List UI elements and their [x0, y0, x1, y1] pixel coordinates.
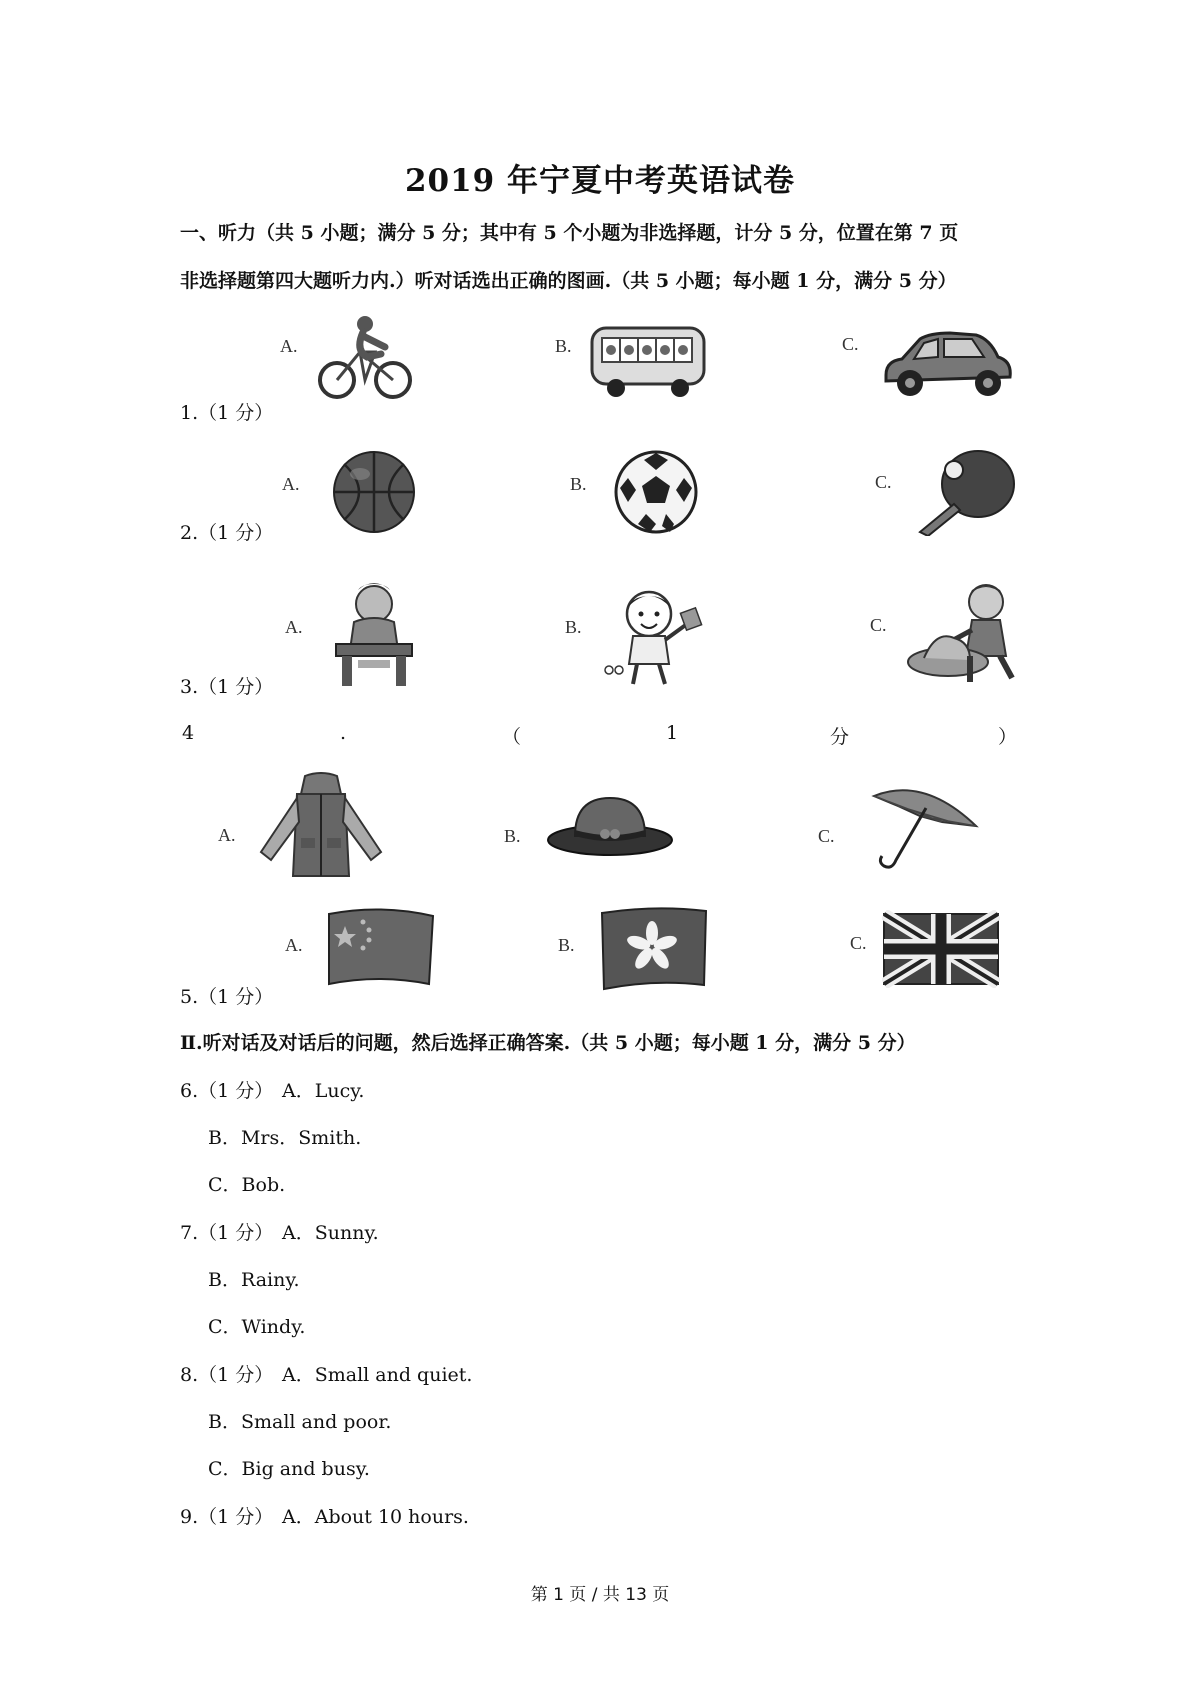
umbrella-icon[interactable]: [862, 782, 982, 874]
q2-option-c-label: C.: [875, 472, 892, 492]
q1-option-b-label: B.: [555, 336, 572, 356]
q5-option-b-label: B.: [558, 935, 575, 955]
question-4-dot: .: [340, 722, 347, 744]
student-desk-icon[interactable]: [328, 578, 420, 690]
question-5-number: 5.（1 分）: [180, 986, 274, 1008]
question-8-number: 8.（1 分）: [180, 1364, 274, 1386]
question-9-number: 9.（1 分）: [180, 1506, 274, 1528]
bus-icon[interactable]: [588, 322, 708, 400]
question-2-number: 2.（1 分）: [180, 522, 274, 544]
q3-option-c-label: C.: [870, 615, 887, 635]
question-4-paren-open: （: [502, 726, 522, 748]
q4-option-b-label: B.: [504, 826, 521, 846]
q6-option-c[interactable]: C．Bob.: [208, 1174, 286, 1196]
cyclist-icon[interactable]: [315, 312, 415, 402]
q5-option-c-label: C.: [850, 933, 867, 953]
q1-option-a-label: A.: [280, 336, 298, 356]
page-footer: 第 1 页 / 共 13 页: [530, 1585, 670, 1605]
boy-waving-icon[interactable]: [597, 584, 717, 686]
uk-flag-icon[interactable]: [882, 910, 1000, 988]
question-4-paren-close: ）: [998, 726, 1018, 748]
page-title: 2019 年宁夏中考英语试卷: [404, 163, 796, 199]
q6-option-a[interactable]: A．Lucy.: [282, 1080, 365, 1102]
question-1-number: 1.（1 分）: [180, 402, 274, 424]
hat-icon[interactable]: [545, 792, 675, 858]
q9-option-a[interactable]: A．About 10 hours.: [282, 1506, 469, 1528]
q5-option-a-label: A.: [285, 935, 303, 955]
q8-option-c[interactable]: C．Big and busy.: [208, 1458, 370, 1480]
soccer-ball-icon[interactable]: [612, 448, 700, 536]
question-6-number: 6.（1 分）: [180, 1080, 274, 1102]
q3-option-b-label: B.: [565, 617, 582, 637]
q1-option-c-label: C.: [842, 334, 859, 354]
ping-pong-paddle-icon[interactable]: [910, 446, 1020, 536]
section1-heading-line2: 非选择题第四大题听力内.）听对话选出正确的图画.（共 5 小题；每小题 1 分，满分 5 分）: [180, 270, 957, 292]
q7-option-c[interactable]: C．Windy.: [208, 1316, 306, 1338]
section2-heading: Ⅱ.听对话及对话后的问题，然后选择正确答案.（共 5 小题；每小题 1 分，满分 5 分）: [180, 1032, 916, 1054]
car-icon[interactable]: [880, 325, 1015, 400]
china-flag-icon[interactable]: [325, 908, 437, 990]
q2-option-b-label: B.: [570, 474, 587, 494]
question-4-unit: 分: [830, 726, 850, 748]
q2-option-a-label: A.: [282, 474, 300, 494]
q8-option-a[interactable]: A．Small and quiet.: [282, 1364, 473, 1386]
jacket-icon[interactable]: [255, 772, 387, 880]
question-3-number: 3.（1 分）: [180, 676, 274, 698]
section1-heading-line1: 一、听力（共 5 小题；满分 5 分；其中有 5 个小题为非选择题，计分 5 分，位置在第 7 页: [180, 222, 959, 244]
q4-option-a-label: A.: [218, 825, 236, 845]
boy-washing-icon[interactable]: [900, 578, 1025, 686]
q7-option-a[interactable]: A．Sunny.: [282, 1222, 379, 1244]
q7-option-b[interactable]: B．Rainy.: [208, 1269, 300, 1291]
basketball-icon[interactable]: [330, 448, 418, 536]
q4-option-c-label: C.: [818, 826, 835, 846]
question-4-score: 1: [666, 722, 679, 744]
q3-option-a-label: A.: [285, 617, 303, 637]
hongkong-flag-icon[interactable]: [598, 905, 710, 993]
question-4-num: 4: [182, 722, 195, 744]
q8-option-b[interactable]: B．Small and poor.: [208, 1411, 392, 1433]
question-7-number: 7.（1 分）: [180, 1222, 274, 1244]
q6-option-b[interactable]: B．Mrs．Smith.: [208, 1127, 362, 1149]
